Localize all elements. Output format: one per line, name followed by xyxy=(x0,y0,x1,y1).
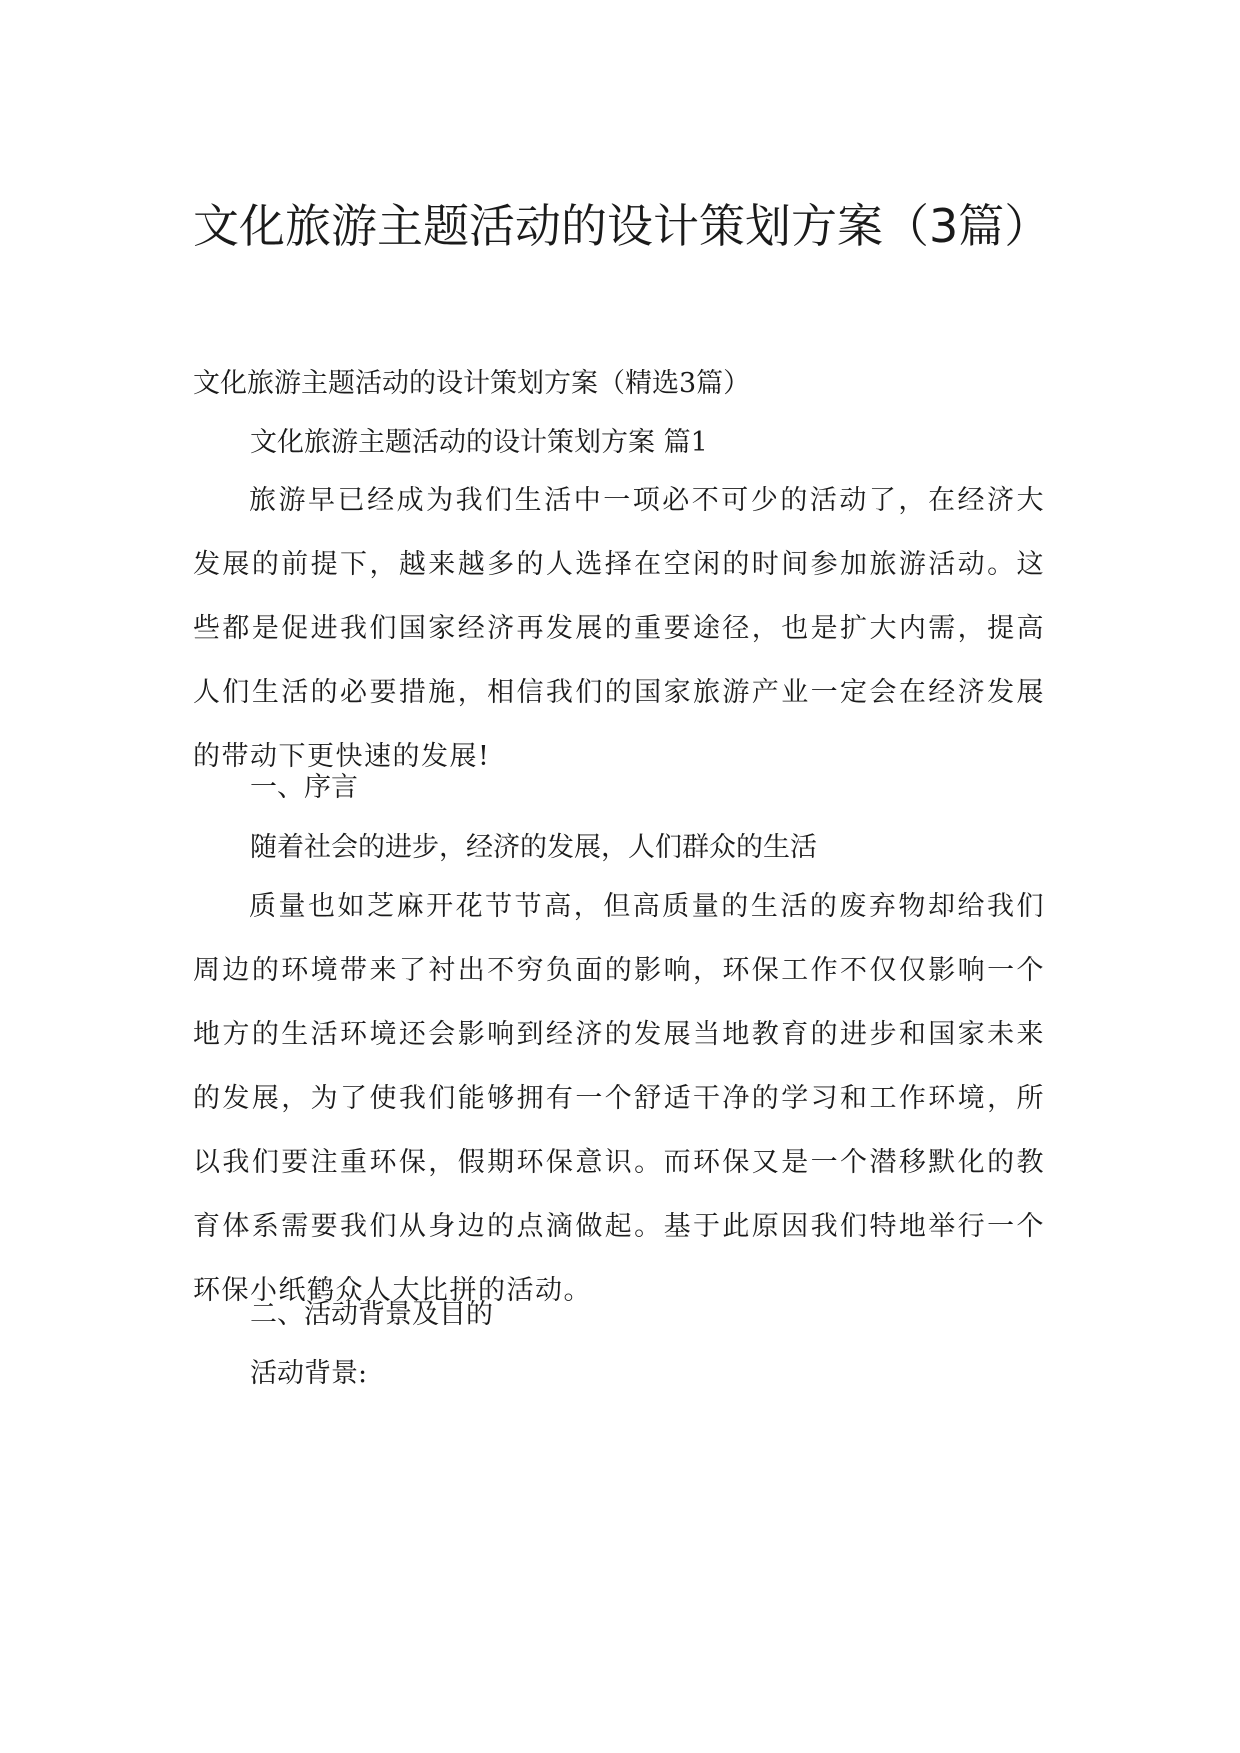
section-heading: 文化旅游主题活动的设计策划方案 篇1 xyxy=(250,427,708,458)
preface-line: 随着社会的进步，经济的发展，人们群众的生活 xyxy=(250,832,817,863)
paragraph-intro: 旅游早已经成为我们生活中一项必不可少的活动了，在经济大发展的前提下，越来越多的人选择在空闲的时间参加旅游活动。这些都是促进我们国家经济再发展的重要途径，也是扩大内需，提高人们生活的必要措施，相信我们的国家旅游产业一定会在经济发展的带动下更快速的发展! xyxy=(193,485,1045,772)
document-subtitle: 文化旅游主题活动的设计策划方案（精选3篇） xyxy=(193,368,751,399)
document-title: 文化旅游主题活动的设计策划方案（3篇） xyxy=(193,199,1051,253)
label-background: 活动背景: xyxy=(250,1358,368,1389)
heading-preface: 一、序言 xyxy=(250,772,358,803)
paragraph-environment: 质量也如芝麻开花节节高，但高质量的生活的废弃物却给我们周边的环境带来了衬出不穷负面的影响，环保工作不仅仅影响一个地方的生活环境还会影响到经济的发展当地教育的进步和国家未来的发展，为了使我们能够拥有一个舒适干净的学习和工作环境，所以我们要注重环保，假期环保意识。而环保又是一个潜移默化的教育体系需要我们从身边的点滴做起。基于此原因我们特地举行一个环保小纸鹤众人大比拼的活动。 xyxy=(193,891,1045,1306)
heading-background: 二、活动背景及目的 xyxy=(250,1299,493,1330)
